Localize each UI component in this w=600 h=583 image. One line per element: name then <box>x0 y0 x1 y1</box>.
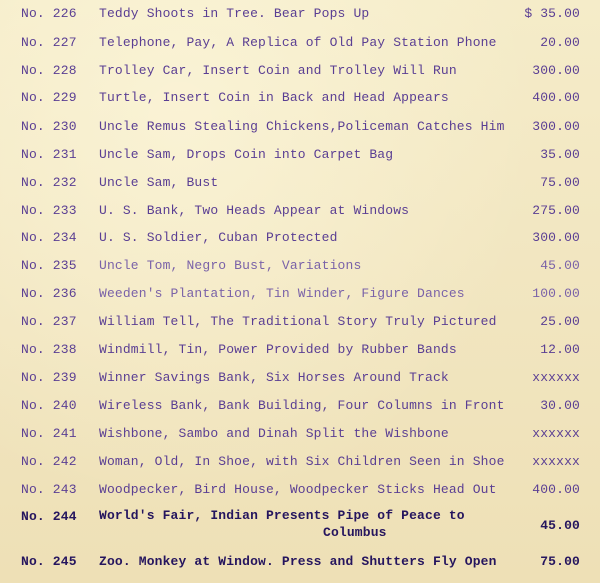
item-price: 30.00 <box>540 398 580 413</box>
item-number: No. 228 <box>21 63 77 78</box>
item-description: Zoo. Monkey at Window. Press and Shutters Fly Open <box>99 554 497 569</box>
item-number: No. 235 <box>21 258 77 273</box>
item-price: 12.00 <box>540 342 580 357</box>
list-item <box>0 364 600 391</box>
item-description: Turtle, Insert Coin in Back and Head Appears <box>99 90 449 105</box>
item-price: 20.00 <box>540 35 580 50</box>
list-item <box>0 57 600 84</box>
item-price: 75.00 <box>540 554 580 569</box>
item-description: Telephone, Pay, A Replica of Old Pay Station Phone <box>99 35 497 50</box>
item-price: 35.00 <box>540 147 580 162</box>
list-item <box>0 308 600 335</box>
item-description: Woman, Old, In Shoe, with Six Children Seen in Shoe <box>99 454 505 469</box>
list-item <box>0 84 600 111</box>
item-description: Uncle Sam, Bust <box>99 175 219 190</box>
list-item <box>0 113 600 140</box>
item-number: No. 245 <box>21 554 77 569</box>
item-number: No. 227 <box>21 35 77 50</box>
list-item <box>0 280 600 307</box>
item-number: No. 237 <box>21 314 77 329</box>
list-item <box>0 29 600 56</box>
item-number: No. 242 <box>21 454 77 469</box>
item-description-line: Columbus <box>323 525 387 540</box>
item-price: 300.00 <box>532 230 580 245</box>
item-price: 45.00 <box>540 258 580 273</box>
list-item <box>0 392 600 419</box>
item-number: No. 233 <box>21 203 77 218</box>
list-item <box>0 548 600 575</box>
list-item <box>0 141 600 168</box>
item-number: No. 244 <box>21 509 77 524</box>
list-item <box>0 448 600 475</box>
item-number: No. 241 <box>21 426 77 441</box>
item-number: No. 231 <box>21 147 77 162</box>
item-number: No. 230 <box>21 119 77 134</box>
item-price: xxxxxx <box>532 454 580 469</box>
item-price: 25.00 <box>540 314 580 329</box>
item-price: 300.00 <box>532 63 580 78</box>
item-description: U. S. Soldier, Cuban Protected <box>99 230 338 245</box>
item-description-line: World's Fair, Indian Presents Pipe of Peace to <box>99 508 465 523</box>
item-description: Uncle Remus Stealing Chickens,Policeman Catches Him <box>99 119 505 134</box>
item-number: No. 239 <box>21 370 77 385</box>
item-description: Winner Savings Bank, Six Horses Around Track <box>99 370 449 385</box>
item-number: No. 234 <box>21 230 77 245</box>
list-item <box>0 336 600 363</box>
item-description: U. S. Bank, Two Heads Appear at Windows <box>99 203 410 218</box>
item-price: xxxxxx <box>532 370 580 385</box>
list-item <box>0 476 600 503</box>
item-number: No. 243 <box>21 482 77 497</box>
item-description: Uncle Sam, Drops Coin into Carpet Bag <box>99 147 394 162</box>
item-description: William Tell, The Traditional Story Truly Pictured <box>99 314 497 329</box>
item-price: 75.00 <box>540 175 580 190</box>
item-price: 45.00 <box>540 518 580 533</box>
item-price: 400.00 <box>532 482 580 497</box>
list-item <box>0 420 600 447</box>
item-price: 275.00 <box>532 203 580 218</box>
item-description: Teddy Shoots in Tree. Bear Pops Up <box>99 6 370 21</box>
list-item <box>0 252 600 279</box>
item-description: Woodpecker, Bird House, Woodpecker Sticks Head Out <box>99 482 497 497</box>
item-description <box>99 507 465 541</box>
item-number: No. 236 <box>21 286 77 301</box>
item-number: No. 240 <box>21 398 77 413</box>
item-number: No. 238 <box>21 342 77 357</box>
item-number: No. 229 <box>21 90 77 105</box>
item-price: 300.00 <box>532 119 580 134</box>
item-description: Uncle Tom, Negro Bust, Variations <box>99 258 362 273</box>
item-price: xxxxxx <box>532 426 580 441</box>
list-item <box>0 169 600 196</box>
item-price: 100.00 <box>532 286 580 301</box>
item-description: Trolley Car, Insert Coin and Trolley Will Run <box>99 63 457 78</box>
item-number: No. 232 <box>21 175 77 190</box>
item-description: Weeden's Plantation, Tin Winder, Figure Dances <box>99 286 465 301</box>
list-item <box>0 502 600 546</box>
item-description: Windmill, Tin, Power Provided by Rubber Bands <box>99 342 457 357</box>
list-item <box>0 197 600 224</box>
item-price: $ 35.00 <box>524 6 580 21</box>
list-item <box>0 0 600 27</box>
item-number: No. 226 <box>21 6 77 21</box>
item-description: Wishbone, Sambo and Dinah Split the Wishbone <box>99 426 449 441</box>
list-item <box>0 224 600 251</box>
item-description: Wireless Bank, Bank Building, Four Columns in Front <box>99 398 505 413</box>
item-price: 400.00 <box>532 90 580 105</box>
